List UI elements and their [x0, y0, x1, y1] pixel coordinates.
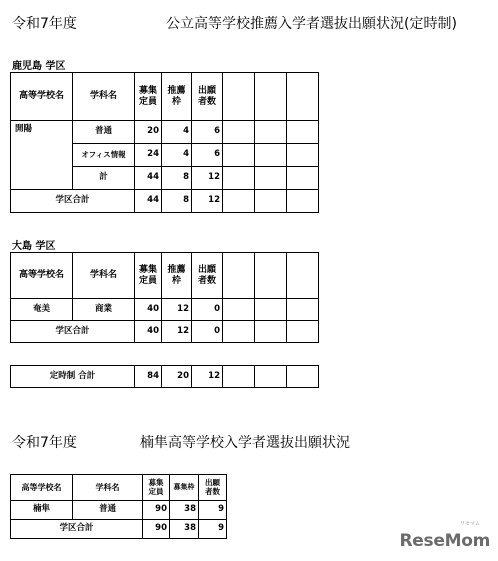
empty-cell: [223, 366, 255, 388]
table-header-row: [11, 73, 319, 121]
table-grand-total: [10, 365, 319, 388]
quota-cell: 12: [162, 321, 192, 343]
header-school: 高等学校名: [11, 253, 73, 299]
applicants-cell: 0: [192, 321, 223, 343]
capacity-cell: 44: [135, 190, 162, 213]
capacity-cell: 20: [135, 121, 162, 144]
empty-cell: [287, 299, 319, 321]
header-capacity: 募集 定員: [143, 475, 170, 501]
capacity-cell: 44: [135, 167, 162, 190]
applicants-cell: 9: [199, 520, 227, 539]
empty-cell: [287, 144, 319, 167]
district-label-kagoshima: 鹿児島 学区: [12, 61, 66, 72]
section2-title: 楠隼高等学校入学者選抜出願状況: [140, 435, 350, 451]
empty-cell: [255, 144, 287, 167]
empty-cell: [287, 121, 319, 144]
school-name-kusunoki: 楠隼: [11, 501, 73, 520]
applicants-cell: 6: [192, 144, 223, 167]
school-name-amami: 奄美: [11, 299, 73, 321]
table-kusunoki: [10, 474, 227, 539]
header-dept: 学科名: [73, 73, 135, 121]
empty-cell: [287, 321, 319, 343]
district-total-label: 学区合計: [11, 190, 135, 213]
quota-cell: 38: [170, 520, 199, 539]
header-capacity: 募集 定員: [135, 73, 162, 121]
capacity-cell: 40: [135, 321, 162, 343]
empty-cell: [223, 253, 255, 299]
quota-cell: 8: [162, 190, 192, 213]
table-oshima: [10, 252, 319, 343]
header-quota: 募集枠: [170, 475, 199, 501]
header-school: 高等学校名: [11, 73, 73, 121]
empty-cell: [287, 366, 319, 388]
dept-cell: 計: [73, 167, 135, 190]
quota-cell: 4: [162, 121, 192, 144]
grand-total-row: [11, 366, 319, 388]
applicants-cell: 6: [192, 121, 223, 144]
empty-cell: [255, 121, 287, 144]
empty-cell: [255, 167, 287, 190]
quota-cell: 8: [162, 167, 192, 190]
empty-cell: [255, 299, 287, 321]
district-total-label: 学区合計: [11, 520, 143, 539]
table-kagoshima: [10, 72, 319, 213]
applicants-cell: 9: [199, 501, 227, 520]
table-row: [11, 501, 227, 520]
watermark-sub: リセマム: [460, 521, 480, 527]
empty-cell: [255, 366, 287, 388]
capacity-cell: 84: [135, 366, 162, 388]
section1-year: 令和7年度: [12, 16, 77, 32]
header-quota: 推薦 枠: [162, 253, 192, 299]
district-total-row: [11, 321, 319, 343]
applicants-cell: 12: [192, 167, 223, 190]
empty-cell: [287, 73, 319, 121]
school-name-kaiyo: 開陽: [11, 121, 73, 190]
header-quota: 推薦 枠: [162, 73, 192, 121]
empty-cell: [223, 299, 255, 321]
header-capacity: 募集 定員: [135, 253, 162, 299]
empty-cell: [223, 167, 255, 190]
empty-cell: [255, 321, 287, 343]
empty-cell: [255, 253, 287, 299]
quota-cell: 4: [162, 144, 192, 167]
capacity-cell: 90: [143, 501, 170, 520]
header-dept: 学科名: [73, 253, 135, 299]
district-label-oshima: 大島 学区: [12, 241, 56, 252]
resemom-logo: ReseMom: [399, 531, 490, 551]
empty-cell: [287, 253, 319, 299]
dept-cell: 普通: [73, 501, 143, 520]
empty-cell: [223, 73, 255, 121]
dept-cell: オフィス情報: [73, 144, 135, 167]
empty-cell: [255, 190, 287, 213]
applicants-cell: 12: [192, 190, 223, 213]
header-applicants: 出願 者数: [199, 475, 227, 501]
table-row: [11, 121, 319, 144]
district-total-row: [11, 190, 319, 213]
dept-cell: 普通: [73, 121, 135, 144]
capacity-cell: 90: [143, 520, 170, 539]
empty-cell: [223, 190, 255, 213]
empty-cell: [223, 121, 255, 144]
table-header-row: [11, 475, 227, 501]
table-row: [11, 299, 319, 321]
grand-total-label: 定時制 合計: [11, 366, 135, 388]
applicants-cell: 0: [192, 299, 223, 321]
capacity-cell: 24: [135, 144, 162, 167]
header-applicants: 出願 者数: [192, 73, 223, 121]
table-header-row: [11, 253, 319, 299]
section2-year: 令和7年度: [12, 435, 77, 451]
capacity-cell: 40: [135, 299, 162, 321]
quota-cell: 12: [162, 299, 192, 321]
district-total-row: [11, 520, 227, 539]
header-applicants: 出願 者数: [192, 253, 223, 299]
applicants-cell: 12: [192, 366, 223, 388]
empty-cell: [223, 144, 255, 167]
quota-cell: 20: [162, 366, 192, 388]
quota-cell: 38: [170, 501, 199, 520]
header-school: 高等学校名: [11, 475, 73, 501]
empty-cell: [287, 190, 319, 213]
empty-cell: [287, 167, 319, 190]
section1-title: 公立高等学校推薦入学者選抜出願状況(定時制): [166, 16, 457, 32]
district-total-label: 学区合計: [11, 321, 135, 343]
empty-cell: [255, 73, 287, 121]
empty-cell: [223, 321, 255, 343]
dept-cell: 商業: [73, 299, 135, 321]
header-dept: 学科名: [73, 475, 143, 501]
